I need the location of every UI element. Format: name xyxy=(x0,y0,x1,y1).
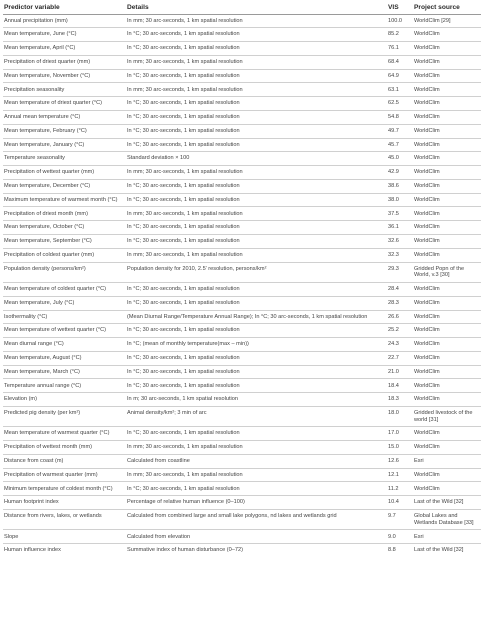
cell-details: In mm; 30 arc-seconds, 1 km spatial resolution xyxy=(126,166,386,180)
table-row xyxy=(3,152,481,166)
cell-predictor-variable: Mean temperature of warmest quarter (°C) xyxy=(3,427,126,441)
cell-details: In mm; 30 arc-seconds, 1 km spatial resolution xyxy=(126,207,386,221)
cell-vis: 63.1 xyxy=(386,83,411,97)
cell-project-source: WorldClim xyxy=(411,83,481,97)
cell-details: In mm; 30 arc-seconds, 1 km spatial resolution xyxy=(126,441,386,455)
table-row xyxy=(3,454,481,468)
cell-predictor-variable: Mean temperature, August (°C) xyxy=(3,351,126,365)
cell-project-source: Gridded livestock of the world [31] xyxy=(411,406,481,426)
cell-project-source: Esri xyxy=(411,454,481,468)
cell-predictor-variable: Precipitation of driest month (mm) xyxy=(3,207,126,221)
cell-predictor-variable: Annual precipitation (mm) xyxy=(3,14,126,28)
cell-predictor-variable: Isothermality (°C) xyxy=(3,310,126,324)
cell-project-source: WorldClim xyxy=(411,248,481,262)
table-row xyxy=(3,207,481,221)
cell-project-source: WorldClim xyxy=(411,42,481,56)
cell-predictor-variable: Mean temperature, February (°C) xyxy=(3,124,126,138)
cell-vis: 18.4 xyxy=(386,379,411,393)
table-row xyxy=(3,406,481,426)
cell-predictor-variable: Precipitation of wettest month (mm) xyxy=(3,441,126,455)
table-row xyxy=(3,427,481,441)
cell-details: Standard deviation × 100 xyxy=(126,152,386,166)
cell-vis: 36.1 xyxy=(386,221,411,235)
cell-vis: 22.7 xyxy=(386,351,411,365)
cell-project-source: Last of the Wild [32] xyxy=(414,547,464,554)
cell-project-source: WorldClim xyxy=(411,221,481,235)
header-vis: VIS xyxy=(386,2,411,14)
cell-details: In °C; 30 arc-seconds, 1 km spatial resolution xyxy=(126,110,386,124)
cell-details: In mm; 30 arc-seconds, 1 km spatial resolution xyxy=(126,14,386,28)
cell-vis: 12.1 xyxy=(386,468,411,482)
cell-details: Summative index of human disturbance (0–72) xyxy=(127,547,243,554)
cell-vis: 68.4 xyxy=(386,55,411,69)
cell-details: In mm; 30 arc-seconds, 1 km spatial resolution xyxy=(126,55,386,69)
table-row xyxy=(3,179,481,193)
cell-predictor-variable: Distance from coast (m) xyxy=(3,454,126,468)
table-row xyxy=(3,166,481,180)
cell-details: Calculated from elevation xyxy=(126,530,386,544)
table-row xyxy=(3,42,481,56)
cell-details: In °C; 30 arc-seconds, 1 km spatial resolution xyxy=(126,193,386,207)
cell-predictor-variable: Human influence index xyxy=(4,547,61,554)
cell-project-source: Gridded Popn of the World, v.3 [30] xyxy=(411,262,481,282)
cell-project-source: WorldClim xyxy=(411,468,481,482)
cell-details: Percentage of relative human influence (0–100) xyxy=(126,496,386,510)
cell-project-source: Esri xyxy=(411,530,481,544)
cell-details: In °C; 30 arc-seconds, 1 km spatial resolution xyxy=(126,138,386,152)
cell-predictor-variable: Temperature seasonality xyxy=(3,152,126,166)
cell-project-source: WorldClim xyxy=(411,69,481,83)
table-row xyxy=(3,262,481,282)
cell-predictor-variable: Elevation (m) xyxy=(3,393,126,407)
cell-predictor-variable: Mean temperature, December (°C) xyxy=(3,179,126,193)
cell-predictor-variable: Predicted pig density (per km²) xyxy=(3,406,126,426)
table-row xyxy=(3,28,481,42)
cell-predictor-variable: Mean temperature, November (°C) xyxy=(3,69,126,83)
table-row xyxy=(3,310,481,324)
cell-project-source: WorldClim xyxy=(411,28,481,42)
cell-project-source: Last of the Wild [32] xyxy=(411,496,481,510)
cell-vis: 85.2 xyxy=(386,28,411,42)
table-row xyxy=(3,482,481,496)
cell-details: In °C; 30 arc-seconds, 1 km spatial resolution xyxy=(126,427,386,441)
table-row xyxy=(3,138,481,152)
cell-details: Population density for 2010, 2.5' resolution, persons/km² xyxy=(126,262,386,282)
table-row xyxy=(3,296,481,310)
table-row xyxy=(3,248,481,262)
cell-predictor-variable: Mean temperature, June (°C) xyxy=(3,28,126,42)
table-row xyxy=(3,282,481,296)
cell-vis: 100.0 xyxy=(386,14,411,28)
cell-details: Calculated from combined large and small lake polygons, nd lakes and wetlands grid xyxy=(126,510,386,530)
cell-details: In °C; 30 arc-seconds, 1 km spatial resolution xyxy=(126,28,386,42)
cell-predictor-variable: Distance from rivers, lakes, or wetlands xyxy=(3,510,126,530)
header-predictor-variable: Predictor variable xyxy=(3,2,126,14)
cell-vis: 38.6 xyxy=(386,179,411,193)
predictor-table xyxy=(3,2,481,557)
table-row xyxy=(3,110,481,124)
cell-vis: 42.9 xyxy=(386,166,411,180)
cell-project-source: WorldClim xyxy=(411,351,481,365)
cell-vis: 25.2 xyxy=(386,324,411,338)
cell-predictor-variable: Human footprint index xyxy=(3,496,126,510)
cell-predictor-variable: Slope xyxy=(3,530,126,544)
cell-predictor-variable: Mean temperature, April (°C) xyxy=(3,42,126,56)
cell-details: In °C; 30 arc-seconds, 1 km spatial resolution xyxy=(126,324,386,338)
cell-vis: 17.0 xyxy=(386,427,411,441)
cell-vis: 24.3 xyxy=(386,338,411,352)
cell-predictor-variable: Mean temperature, January (°C) xyxy=(3,138,126,152)
cell-vis: 64.9 xyxy=(386,69,411,83)
cell-details: In °C; 30 arc-seconds, 1 km spatial resolution xyxy=(126,42,386,56)
cell-project-source: WorldClim xyxy=(411,124,481,138)
cell-predictor-variable: Temperature annual range (°C) xyxy=(3,379,126,393)
cell-vis: 49.7 xyxy=(386,124,411,138)
cell-vis: 18.3 xyxy=(386,393,411,407)
cell-vis: 28.3 xyxy=(386,296,411,310)
cell-details: In mm; 30 arc-seconds, 1 km spatial resolution xyxy=(126,468,386,482)
cell-predictor-variable: Precipitation of wettest quarter (mm) xyxy=(3,166,126,180)
table-row xyxy=(3,496,481,510)
cell-predictor-variable: Mean temperature, September (°C) xyxy=(3,235,126,249)
cell-project-source: WorldClim xyxy=(411,110,481,124)
cell-project-source: WorldClim xyxy=(411,441,481,455)
cell-predictor-variable: Mean temperature of driest quarter (°C) xyxy=(3,97,126,111)
cell-project-source: WorldClim xyxy=(411,97,481,111)
cell-predictor-variable: Minimum temperature of coldest month (°C) xyxy=(3,482,126,496)
cell-predictor-variable: Mean diurnal range (°C) xyxy=(3,338,126,352)
cell-predictor-variable: Mean temperature of coldest quarter (°C) xyxy=(3,282,126,296)
cell-project-source: WorldClim xyxy=(411,55,481,69)
cell-project-source: WorldClim xyxy=(411,324,481,338)
cell-vis: 12.6 xyxy=(386,454,411,468)
table-row xyxy=(3,235,481,249)
table-row xyxy=(3,338,481,352)
cell-vis: 45.0 xyxy=(386,152,411,166)
table-row xyxy=(3,97,481,111)
cell-details: In °C; 30 arc-seconds, 1 km spatial resolution xyxy=(126,69,386,83)
cell-project-source: WorldClim xyxy=(411,365,481,379)
header-details: Details xyxy=(126,2,386,14)
cell-predictor-variable: Precipitation of warmest quarter (mm) xyxy=(3,468,126,482)
cell-vis: 8.8 xyxy=(388,547,396,554)
cell-details: In °C; 30 arc-seconds, 1 km spatial resolution xyxy=(126,365,386,379)
cell-vis: 11.2 xyxy=(386,482,411,496)
cell-details: In m; 30 arc-seconds, 1 km spatial resolution xyxy=(126,393,386,407)
table-row xyxy=(3,83,481,97)
cell-vis: 28.4 xyxy=(386,282,411,296)
cell-predictor-variable: Precipitation of driest quarter (mm) xyxy=(3,55,126,69)
cell-project-source: WorldClim xyxy=(411,235,481,249)
cell-project-source: WorldClim xyxy=(411,296,481,310)
table-row xyxy=(3,379,481,393)
cell-vis: 38.0 xyxy=(386,193,411,207)
cell-vis: 18.0 xyxy=(386,406,411,426)
cell-details: Calculated from coastline xyxy=(126,454,386,468)
cell-details: In °C; 30 arc-seconds, 1 km spatial resolution xyxy=(126,221,386,235)
cell-details: In °C; 30 arc-seconds, 1 km spatial resolution xyxy=(126,97,386,111)
cell-project-source: WorldClim xyxy=(411,166,481,180)
table-row xyxy=(3,510,481,530)
table-row xyxy=(3,544,481,557)
table-row xyxy=(3,69,481,83)
table-header-row xyxy=(3,2,481,14)
cell-vis: 32.6 xyxy=(386,235,411,249)
cell-details: In °C; 30 arc-seconds, 1 km spatial resolution xyxy=(126,379,386,393)
cell-vis: 26.6 xyxy=(386,310,411,324)
cell-details: In °C; 30 arc-seconds, 1 km spatial resolution xyxy=(126,351,386,365)
cell-vis: 9.7 xyxy=(386,510,411,530)
cell-project-source: WorldClim xyxy=(411,152,481,166)
table-row xyxy=(3,393,481,407)
table-row xyxy=(3,530,481,544)
cell-vis: 21.0 xyxy=(386,365,411,379)
header-project-source: Project source xyxy=(411,2,481,14)
cell-details: In °C; 30 arc-seconds, 1 km spatial resolution xyxy=(126,282,386,296)
cell-project-source: WorldClim xyxy=(411,282,481,296)
cell-predictor-variable: Mean temperature, October (°C) xyxy=(3,221,126,235)
table-row xyxy=(3,221,481,235)
cell-project-source: WorldClim xyxy=(411,179,481,193)
cell-project-source: WorldClim xyxy=(411,207,481,221)
cell-project-source: WorldClim xyxy=(411,393,481,407)
cell-predictor-variable: Precipitation of coldest quarter (mm) xyxy=(3,248,126,262)
cell-details: In °C; (mean of monthly temperature(max – min)) xyxy=(126,338,386,352)
cell-details: (Mean Diurnal Range/Temperature Annual Range); In °C; 30 arc-seconds, 1 km spatial resolution xyxy=(126,310,386,324)
cell-project-source: WorldClim xyxy=(411,338,481,352)
cell-vis: 10.4 xyxy=(386,496,411,510)
table-row xyxy=(3,468,481,482)
cell-vis: 45.7 xyxy=(386,138,411,152)
cell-predictor-variable: Precipitation seasonality xyxy=(3,83,126,97)
cell-vis: 76.1 xyxy=(386,42,411,56)
table-row xyxy=(3,365,481,379)
table-row xyxy=(3,14,481,28)
table-body xyxy=(3,14,481,557)
table-row xyxy=(3,55,481,69)
cell-project-source: WorldClim xyxy=(411,427,481,441)
cell-predictor-variable: Mean temperature, July (°C) xyxy=(3,296,126,310)
cell-details: In mm; 30 arc-seconds, 1 km spatial resolution xyxy=(126,248,386,262)
cell-details: In °C; 30 arc-seconds, 1 km spatial resolution xyxy=(126,296,386,310)
cell-details: In °C; 30 arc-seconds, 1 km spatial resolution xyxy=(126,235,386,249)
table-row xyxy=(3,193,481,207)
table-row xyxy=(3,441,481,455)
cell-predictor-variable: Mean temperature of wettest quarter (°C) xyxy=(3,324,126,338)
cell-predictor-variable: Maximum temperature of warmest month (°C) xyxy=(3,193,126,207)
cell-details: In °C; 30 arc-seconds, 1 km spatial resolution xyxy=(126,124,386,138)
cell-predictor-variable: Mean temperature, March (°C) xyxy=(3,365,126,379)
cell-vis: 15.0 xyxy=(386,441,411,455)
cell-project-source: WorldClim xyxy=(411,482,481,496)
table-row xyxy=(3,351,481,365)
cell-project-source: WorldClim xyxy=(411,310,481,324)
cell-vis: 37.5 xyxy=(386,207,411,221)
cell-predictor-variable: Population density (persons/km²) xyxy=(3,262,126,282)
cell-vis: 32.3 xyxy=(386,248,411,262)
cell-project-source: Global Lakes and Wetlands Database [33] xyxy=(411,510,481,530)
cell-project-source: WorldClim xyxy=(411,193,481,207)
table-row xyxy=(3,124,481,138)
cell-vis: 9.0 xyxy=(386,530,411,544)
cell-details: In °C; 30 arc-seconds, 1 km spatial resolution xyxy=(126,482,386,496)
cell-project-source: WorldClim xyxy=(411,138,481,152)
cell-vis: 62.5 xyxy=(386,97,411,111)
table-row xyxy=(3,324,481,338)
cell-details: Animal density/km²; 3 min of arc xyxy=(126,406,386,426)
cell-vis: 29.3 xyxy=(386,262,411,282)
cell-details: In mm; 30 arc-seconds, 1 km spatial resolution xyxy=(126,83,386,97)
cell-project-source: WorldClim [29] xyxy=(411,14,481,28)
cell-details: In °C; 30 arc-seconds, 1 km spatial resolution xyxy=(126,179,386,193)
cell-project-source: WorldClim xyxy=(411,379,481,393)
cell-predictor-variable: Annual mean temperature (°C) xyxy=(3,110,126,124)
cell-vis: 54.8 xyxy=(386,110,411,124)
